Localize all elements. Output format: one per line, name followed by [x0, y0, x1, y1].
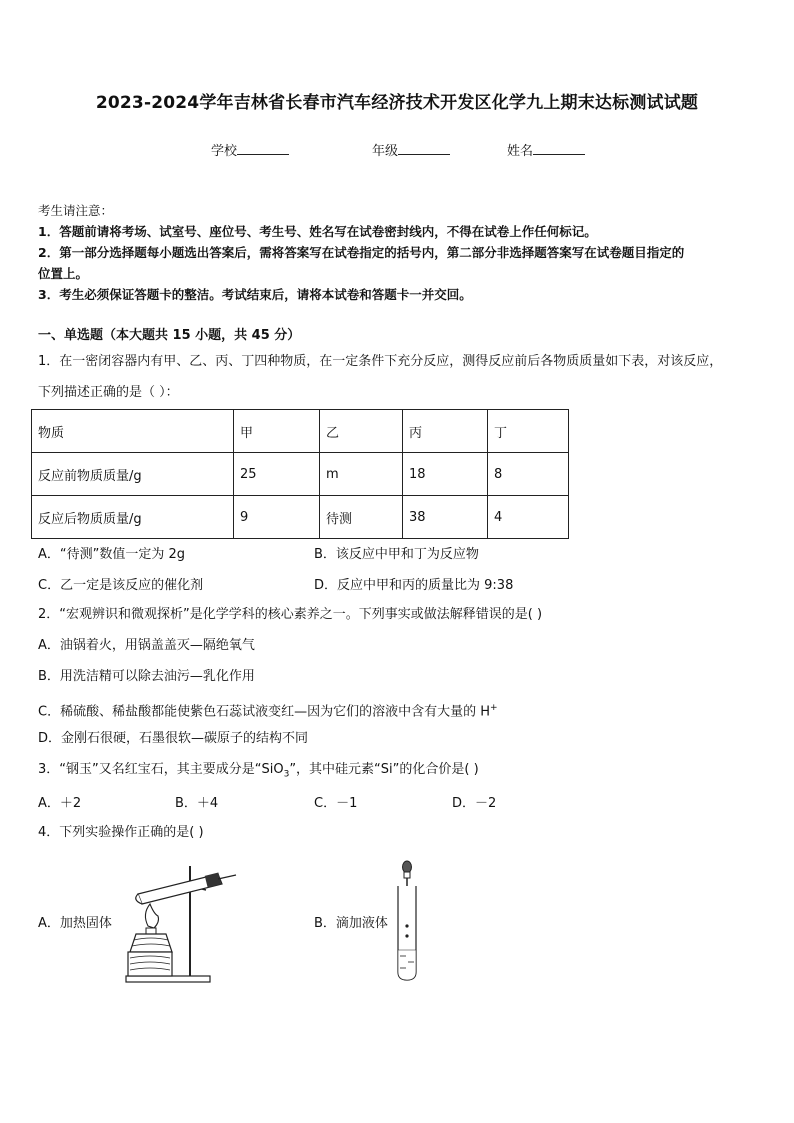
- table-cell: 4: [488, 496, 569, 539]
- table-cell: m: [320, 453, 403, 496]
- q3-stem-a: 3．“钢玉”又名红宝石，其主要成分是“SiO: [38, 762, 284, 777]
- q3-subscript: 3: [283, 769, 290, 780]
- heating-apparatus-icon: [118, 856, 240, 988]
- notice-item: 3．考生必须保证答题卡的整洁。考试结束后，请将本试卷和答题卡一并交回。: [38, 287, 472, 302]
- q3-option-a: A．＋2: [38, 796, 82, 811]
- table-cell: 反应前物质质量/g: [32, 453, 234, 496]
- q1-data-table: [31, 409, 569, 539]
- q4-option-b-label: B．滴加液体: [314, 916, 388, 931]
- grade-label: 年级: [372, 144, 399, 159]
- q2-option-b: B．用洗洁精可以除去油污—乳化作用: [38, 669, 255, 684]
- table-cell: 9: [234, 496, 320, 539]
- q1-option-b: B．该反应中甲和丁为反应物: [314, 547, 479, 562]
- section-heading: 一、单选题（本大题共 15 小题，共 45 分）: [38, 328, 301, 343]
- table-cell: 18: [403, 453, 488, 496]
- name-blank: [533, 142, 585, 155]
- table-cell: 8: [488, 453, 569, 496]
- name-label: 姓名: [507, 144, 534, 159]
- page-title: 2023-2024学年吉林省长春市汽车经济技术开发区化学九上期末达标测试试题: [95, 93, 699, 113]
- h-ion-charge: +: [490, 703, 498, 713]
- table-cell: 38: [403, 496, 488, 539]
- q3-stem-b: ”，其中硅元素“Si”的化合价是( ): [289, 762, 479, 777]
- q1-option-d: D．反应中甲和丙的质量比为 9:38: [314, 578, 514, 593]
- table-cell: 丙: [403, 410, 488, 453]
- school-blank: [237, 142, 289, 155]
- school-label: 学校: [211, 144, 238, 159]
- table-row: [32, 496, 569, 539]
- grade-field: [372, 140, 450, 159]
- q4-stem: 4．下列实验操作正确的是( ): [38, 825, 204, 840]
- table-cell: 甲: [234, 410, 320, 453]
- q3-option-b: B．＋4: [175, 796, 219, 811]
- notice-item: 2．第一部分选择题每小题选出答案后，需将答案写在试卷指定的括号内，第二部分非选择题答案写在试卷题目指定的: [38, 245, 685, 260]
- table-cell: 反应后物质质量/g: [32, 496, 234, 539]
- table-row: [32, 453, 569, 496]
- q2-stem: 2．“宏观辨识和微观探析”是化学学科的核心素养之一。下列事实或做法解释错误的是( ): [38, 607, 543, 622]
- table-header-row: [32, 410, 569, 453]
- table-cell: 待测: [320, 496, 403, 539]
- q3-option-c: C．－1: [314, 796, 358, 811]
- notice-block: [38, 200, 763, 305]
- table-cell: 乙: [320, 410, 403, 453]
- q1-stem-line1: 1．在一密闭容器内有甲、乙、丙、丁四种物质，在一定条件下充分反应，测得反应前后各物质质量如下表，对该反应，: [38, 354, 723, 369]
- table-cell: 25: [234, 453, 320, 496]
- q1-option-a: A．“待测”数值一定为 2g: [38, 547, 186, 562]
- q3-option-d: D．－2: [452, 796, 497, 811]
- q1-stem-line2: 下列描述正确的是（ ）：: [38, 385, 179, 400]
- notice-heading: 考生请注意：: [38, 203, 114, 218]
- table-cell: 丁: [488, 410, 569, 453]
- school-field: [211, 140, 289, 159]
- q2-option-c-text: C．稀硫酸、稀盐酸都能使紫色石蕊试液变红—因为它们的溶液中含有大量的 H: [38, 704, 490, 720]
- grade-blank: [398, 142, 450, 155]
- notice-item: 位置上。: [38, 266, 89, 281]
- q3-stem: [38, 760, 766, 785]
- q2-option-d: D．金刚石很硬，石墨很软—碳原子的结构不同: [38, 731, 309, 746]
- dropper-tube-icon: [392, 858, 422, 984]
- table-cell: 物质: [32, 410, 234, 453]
- notice-item: 1．答题前请将考场、试室号、座位号、考生号、姓名写在试卷密封线内，不得在试卷上作任何标记。: [38, 224, 597, 239]
- q2-option-a: A．油锅着火，用锅盖盖灭—隔绝氧气: [38, 638, 255, 653]
- q2-option-c: [38, 698, 766, 722]
- name-field: [507, 140, 585, 159]
- q1-option-c: C．乙一定是该反应的催化剂: [38, 578, 204, 593]
- q4-option-a-label: A．加热固体: [38, 916, 112, 931]
